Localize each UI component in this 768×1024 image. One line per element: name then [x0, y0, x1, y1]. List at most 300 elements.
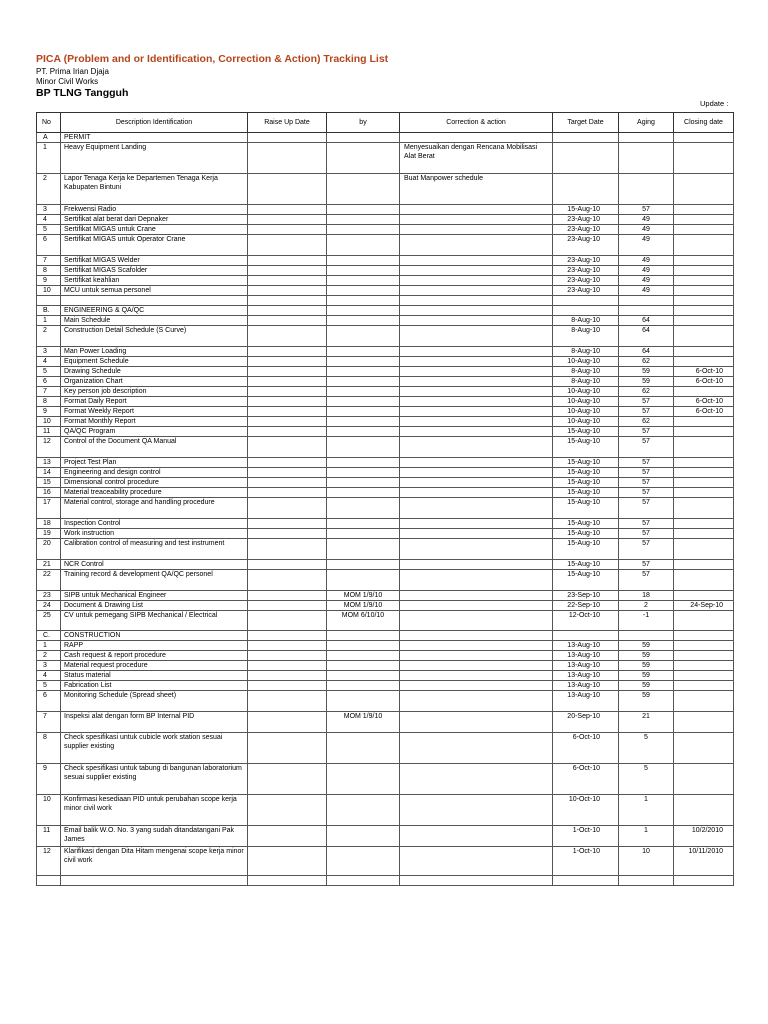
cell-by — [327, 266, 400, 276]
cell-correction-action — [400, 661, 553, 671]
cell-description — [61, 296, 248, 306]
cell-by — [327, 437, 400, 458]
cell-closing-date — [674, 417, 734, 427]
table-row — [37, 601, 734, 611]
cell-target-date: 23-Aug-10 — [553, 215, 619, 225]
cell-no: 11 — [37, 427, 61, 437]
cell-closing-date — [674, 591, 734, 601]
table-row — [37, 661, 734, 671]
cell-correction-action — [400, 397, 553, 407]
cell-raise-up-date — [248, 387, 327, 397]
cell-description: Training record & development QA/QC personel — [61, 570, 248, 591]
cell-closing-date — [674, 306, 734, 316]
cell-target-date: 13-Aug-10 — [553, 661, 619, 671]
cell-description: Project Test Plan — [61, 458, 248, 468]
cell-raise-up-date — [248, 681, 327, 691]
cell-correction-action — [400, 519, 553, 529]
cell-description: SIPB untuk Mechanical Engineer — [61, 591, 248, 601]
cell-description: Lapor Tenaga Kerja ke Departemen Tenaga Kerja Kabupaten Bintuni — [61, 174, 248, 205]
cell-aging: 57 — [619, 437, 674, 458]
cell-by — [327, 387, 400, 397]
cell-no: 13 — [37, 458, 61, 468]
cell-raise-up-date — [248, 661, 327, 671]
table-row — [37, 691, 734, 712]
cell-target-date: 10-Aug-10 — [553, 397, 619, 407]
cell-by — [327, 478, 400, 488]
cell-closing-date — [674, 876, 734, 886]
cell-description: Equipment Schedule — [61, 357, 248, 367]
cell-target-date: 23-Aug-10 — [553, 266, 619, 276]
cell-aging: 64 — [619, 347, 674, 357]
cell-raise-up-date — [248, 847, 327, 876]
cell-no — [37, 296, 61, 306]
cell-description: Material control, storage and handling procedure — [61, 498, 248, 519]
cell-by — [327, 427, 400, 437]
cell-closing-date — [674, 519, 734, 529]
cell-no: 14 — [37, 468, 61, 478]
table-row — [37, 215, 734, 225]
cell-by — [327, 235, 400, 256]
cell-no: 8 — [37, 733, 61, 764]
table-row — [37, 235, 734, 256]
cell-correction-action — [400, 225, 553, 235]
cell-target-date: 23-Sep-10 — [553, 591, 619, 601]
table-row — [37, 847, 734, 876]
cell-aging: 18 — [619, 591, 674, 601]
cell-target-date — [553, 133, 619, 143]
cell-raise-up-date — [248, 519, 327, 529]
cell-description: Material treaceability procedure — [61, 488, 248, 498]
cell-by — [327, 826, 400, 847]
cell-by — [327, 641, 400, 651]
table-row — [37, 519, 734, 529]
cell-aging: 57 — [619, 397, 674, 407]
cell-target-date: 8-Aug-10 — [553, 367, 619, 377]
cell-description: Format Monthly Report — [61, 417, 248, 427]
cell-correction-action — [400, 133, 553, 143]
cell-by — [327, 876, 400, 886]
cell-closing-date — [674, 498, 734, 519]
cell-correction-action — [400, 306, 553, 316]
cell-by: MOM 6/10/10 — [327, 611, 400, 631]
cell-raise-up-date — [248, 712, 327, 733]
cell-no: 2 — [37, 174, 61, 205]
cell-closing-date — [674, 651, 734, 661]
cell-description: Drawing Schedule — [61, 367, 248, 377]
cell-description: Organization Chart — [61, 377, 248, 387]
cell-aging: 59 — [619, 661, 674, 671]
cell-correction-action — [400, 488, 553, 498]
cell-raise-up-date — [248, 316, 327, 326]
cell-closing-date — [674, 764, 734, 795]
cell-by — [327, 764, 400, 795]
cell-closing-date — [674, 529, 734, 539]
table-row — [37, 367, 734, 377]
cell-description: Email balik W.O. No. 3 yang sudah ditandatangani Pak James — [61, 826, 248, 847]
cell-aging: 5 — [619, 733, 674, 764]
division-name: Minor Civil Works — [36, 77, 99, 86]
cell-by: MOM 1/9/10 — [327, 591, 400, 601]
cell-correction-action — [400, 733, 553, 764]
cell-aging: 59 — [619, 377, 674, 387]
cell-target-date: 15-Aug-10 — [553, 437, 619, 458]
cell-no: 4 — [37, 215, 61, 225]
cell-correction-action — [400, 326, 553, 347]
cell-correction-action — [400, 764, 553, 795]
cell-closing-date — [674, 225, 734, 235]
table-row — [37, 631, 734, 641]
cell-by — [327, 539, 400, 560]
cell-no: 10 — [37, 417, 61, 427]
cell-raise-up-date — [248, 266, 327, 276]
cell-closing-date — [674, 266, 734, 276]
table-row — [37, 876, 734, 886]
cell-closing-date — [674, 691, 734, 712]
cell-by — [327, 286, 400, 296]
cell-raise-up-date — [248, 611, 327, 631]
cell-aging — [619, 296, 674, 306]
cell-raise-up-date — [248, 876, 327, 886]
cell-description — [61, 876, 248, 886]
cell-closing-date — [674, 387, 734, 397]
cell-target-date: 15-Aug-10 — [553, 560, 619, 570]
table-row — [37, 826, 734, 847]
cell-correction-action — [400, 417, 553, 427]
cell-correction-action — [400, 631, 553, 641]
cell-description: Man Power Loading — [61, 347, 248, 357]
cell-no: 6 — [37, 691, 61, 712]
cell-target-date: 15-Aug-10 — [553, 498, 619, 519]
cell-target-date: 12-Oct-10 — [553, 611, 619, 631]
table-row — [37, 357, 734, 367]
cell-no — [37, 876, 61, 886]
cell-aging: 57 — [619, 539, 674, 560]
cell-closing-date — [674, 437, 734, 458]
cell-by — [327, 225, 400, 235]
cell-no: C. — [37, 631, 61, 641]
table-row — [37, 143, 734, 174]
cell-description: Monitoring Schedule (Spread sheet) — [61, 691, 248, 712]
cell-aging — [619, 631, 674, 641]
cell-aging: 57 — [619, 519, 674, 529]
cell-description: Frekwensi Radio — [61, 205, 248, 215]
cell-by — [327, 733, 400, 764]
cell-description: Engineering and design control — [61, 468, 248, 478]
table-row — [37, 296, 734, 306]
cell-closing-date — [674, 671, 734, 681]
cell-target-date — [553, 306, 619, 316]
cell-correction-action — [400, 826, 553, 847]
table-row — [37, 529, 734, 539]
cell-no: 23 — [37, 591, 61, 601]
cell-closing-date — [674, 611, 734, 631]
cell-correction-action — [400, 347, 553, 357]
pica-tracking-table — [36, 112, 734, 886]
cell-aging: 62 — [619, 357, 674, 367]
cell-raise-up-date — [248, 529, 327, 539]
cell-closing-date: 6-Oct-10 — [674, 377, 734, 387]
table-header-row — [37, 113, 734, 133]
cell-raise-up-date — [248, 478, 327, 488]
cell-by — [327, 133, 400, 143]
cell-by — [327, 651, 400, 661]
table-row — [37, 387, 734, 397]
cell-no: 24 — [37, 601, 61, 611]
cell-target-date: 15-Aug-10 — [553, 529, 619, 539]
cell-target-date: 10-Oct-10 — [553, 795, 619, 826]
cell-target-date: 8-Aug-10 — [553, 347, 619, 357]
cell-raise-up-date — [248, 367, 327, 377]
cell-description: Material request procedure — [61, 661, 248, 671]
cell-no: 1 — [37, 641, 61, 651]
cell-correction-action — [400, 367, 553, 377]
table-row — [37, 205, 734, 215]
cell-aging — [619, 306, 674, 316]
cell-aging — [619, 174, 674, 205]
cell-target-date: 10-Aug-10 — [553, 387, 619, 397]
cell-description: Key person job description — [61, 387, 248, 397]
cell-raise-up-date — [248, 407, 327, 417]
cell-raise-up-date — [248, 488, 327, 498]
cell-target-date: 23-Aug-10 — [553, 256, 619, 266]
company-name: PT. Prima Irian Djaja — [36, 67, 109, 76]
cell-correction-action — [400, 611, 553, 631]
cell-no: 9 — [37, 407, 61, 417]
cell-aging: 59 — [619, 367, 674, 377]
cell-closing-date — [674, 560, 734, 570]
table-row — [37, 570, 734, 591]
cell-no: 11 — [37, 826, 61, 847]
cell-closing-date — [674, 712, 734, 733]
cell-correction-action — [400, 529, 553, 539]
cell-closing-date: 6-Oct-10 — [674, 407, 734, 417]
cell-correction-action — [400, 377, 553, 387]
table-row — [37, 377, 734, 387]
cell-raise-up-date — [248, 377, 327, 387]
cell-by — [327, 529, 400, 539]
cell-aging: 57 — [619, 570, 674, 591]
cell-by — [327, 326, 400, 347]
cell-closing-date — [674, 174, 734, 205]
cell-closing-date: 24-Sep-10 — [674, 601, 734, 611]
cell-closing-date — [674, 661, 734, 671]
cell-aging: 49 — [619, 266, 674, 276]
cell-by — [327, 417, 400, 427]
cell-aging: 49 — [619, 215, 674, 225]
cell-no: 1 — [37, 143, 61, 174]
cell-target-date: 1-Oct-10 — [553, 826, 619, 847]
table-row — [37, 174, 734, 205]
cell-closing-date — [674, 427, 734, 437]
cell-by — [327, 498, 400, 519]
cell-no: 10 — [37, 286, 61, 296]
cell-closing-date — [674, 133, 734, 143]
cell-aging: 49 — [619, 235, 674, 256]
cell-description: Document & Drawing List — [61, 601, 248, 611]
cell-raise-up-date — [248, 286, 327, 296]
table-row — [37, 407, 734, 417]
cell-aging: 57 — [619, 407, 674, 417]
cell-by — [327, 276, 400, 286]
cell-correction-action — [400, 316, 553, 326]
cell-closing-date — [674, 478, 734, 488]
cell-target-date: 15-Aug-10 — [553, 570, 619, 591]
cell-description: Heavy Equipment Landing — [61, 143, 248, 174]
cell-description: Sertifikat MIGAS Welder — [61, 256, 248, 266]
cell-description: Work instruction — [61, 529, 248, 539]
cell-target-date: 13-Aug-10 — [553, 641, 619, 651]
cell-no: 22 — [37, 570, 61, 591]
cell-target-date: 13-Aug-10 — [553, 681, 619, 691]
cell-closing-date: 6-Oct-10 — [674, 367, 734, 377]
table-row — [37, 498, 734, 519]
table-row — [37, 671, 734, 681]
cell-raise-up-date — [248, 671, 327, 681]
cell-correction-action — [400, 458, 553, 468]
cell-correction-action — [400, 681, 553, 691]
cell-description: Cash request & report procedure — [61, 651, 248, 661]
cell-by — [327, 560, 400, 570]
cell-no: 2 — [37, 651, 61, 661]
cell-by — [327, 671, 400, 681]
cell-by — [327, 681, 400, 691]
cell-target-date: 23-Aug-10 — [553, 286, 619, 296]
cell-description: Format Weekly Report — [61, 407, 248, 417]
cell-by — [327, 215, 400, 225]
cell-target-date — [553, 143, 619, 174]
cell-aging: 62 — [619, 417, 674, 427]
table-row — [37, 437, 734, 458]
cell-aging: 57 — [619, 560, 674, 570]
cell-aging: 2 — [619, 601, 674, 611]
cell-raise-up-date — [248, 437, 327, 458]
cell-raise-up-date — [248, 631, 327, 641]
column-header-raise-up-date: Raise Up Date — [248, 113, 327, 133]
cell-raise-up-date — [248, 795, 327, 826]
cell-aging: 57 — [619, 427, 674, 437]
cell-target-date — [553, 876, 619, 886]
cell-target-date: 13-Aug-10 — [553, 691, 619, 712]
cell-aging — [619, 133, 674, 143]
cell-by — [327, 407, 400, 417]
cell-by — [327, 296, 400, 306]
cell-description: MCU untuk semua personel — [61, 286, 248, 296]
cell-correction-action — [400, 256, 553, 266]
cell-by — [327, 691, 400, 712]
cell-no: 3 — [37, 661, 61, 671]
cell-aging: 64 — [619, 316, 674, 326]
cell-no: 10 — [37, 795, 61, 826]
cell-correction-action — [400, 795, 553, 826]
cell-target-date: 8-Aug-10 — [553, 326, 619, 347]
cell-no: 17 — [37, 498, 61, 519]
cell-aging: 57 — [619, 205, 674, 215]
table-row — [37, 611, 734, 631]
cell-correction-action — [400, 498, 553, 519]
cell-raise-up-date — [248, 397, 327, 407]
cell-no: B. — [37, 306, 61, 316]
cell-by — [327, 347, 400, 357]
column-header-description: Description Identification — [61, 113, 248, 133]
cell-correction-action — [400, 591, 553, 601]
cell-raise-up-date — [248, 427, 327, 437]
cell-raise-up-date — [248, 691, 327, 712]
cell-aging: 1 — [619, 795, 674, 826]
cell-correction-action — [400, 407, 553, 417]
table-row — [37, 458, 734, 468]
table-row — [37, 286, 734, 296]
cell-correction-action — [400, 570, 553, 591]
cell-aging: 57 — [619, 478, 674, 488]
cell-by — [327, 488, 400, 498]
cell-aging: 59 — [619, 671, 674, 681]
cell-closing-date — [674, 733, 734, 764]
cell-closing-date: 6-Oct-10 — [674, 397, 734, 407]
cell-no: 7 — [37, 256, 61, 266]
cell-aging: 49 — [619, 256, 674, 266]
table-row — [37, 347, 734, 357]
cell-target-date: 6-Oct-10 — [553, 764, 619, 795]
cell-closing-date — [674, 795, 734, 826]
cell-description: Calibration control of measuring and test instrument — [61, 539, 248, 560]
cell-raise-up-date — [248, 591, 327, 601]
cell-correction-action — [400, 601, 553, 611]
cell-raise-up-date — [248, 133, 327, 143]
cell-correction-action: Buat Manpower schedule — [400, 174, 553, 205]
cell-target-date: 23-Aug-10 — [553, 235, 619, 256]
cell-description: Sertifikat alat berat dari Depnaker — [61, 215, 248, 225]
table-row — [37, 733, 734, 764]
cell-no: 21 — [37, 560, 61, 570]
cell-raise-up-date — [248, 143, 327, 174]
cell-by — [327, 316, 400, 326]
cell-raise-up-date — [248, 458, 327, 468]
document-title: PICA (Problem and or Identification, Correction & Action) Tracking List — [36, 53, 389, 65]
cell-by — [327, 631, 400, 641]
cell-correction-action — [400, 387, 553, 397]
project-title: BP TLNG Tangguh — [36, 87, 129, 99]
cell-target-date: 10-Aug-10 — [553, 357, 619, 367]
table-row — [37, 641, 734, 651]
cell-by — [327, 519, 400, 529]
cell-closing-date — [674, 326, 734, 347]
cell-target-date: 22-Sep-10 — [553, 601, 619, 611]
cell-by — [327, 377, 400, 387]
cell-description: Construction Detail Schedule (S Curve) — [61, 326, 248, 347]
cell-by — [327, 468, 400, 478]
table-row — [37, 316, 734, 326]
cell-description: Status material — [61, 671, 248, 681]
cell-raise-up-date — [248, 641, 327, 651]
cell-closing-date: 10/11/2010 — [674, 847, 734, 876]
cell-correction-action — [400, 357, 553, 367]
cell-no: 19 — [37, 529, 61, 539]
cell-no: 18 — [37, 519, 61, 529]
cell-by: MOM 1/9/10 — [327, 712, 400, 733]
cell-target-date: 15-Aug-10 — [553, 458, 619, 468]
table-row — [37, 256, 734, 266]
cell-description: Inspection Control — [61, 519, 248, 529]
cell-aging: 57 — [619, 468, 674, 478]
table-row — [37, 266, 734, 276]
cell-closing-date — [674, 468, 734, 478]
cell-closing-date — [674, 296, 734, 306]
cell-aging — [619, 143, 674, 174]
cell-aging: 59 — [619, 651, 674, 661]
cell-aging: 64 — [619, 326, 674, 347]
cell-raise-up-date — [248, 296, 327, 306]
cell-correction-action — [400, 215, 553, 225]
